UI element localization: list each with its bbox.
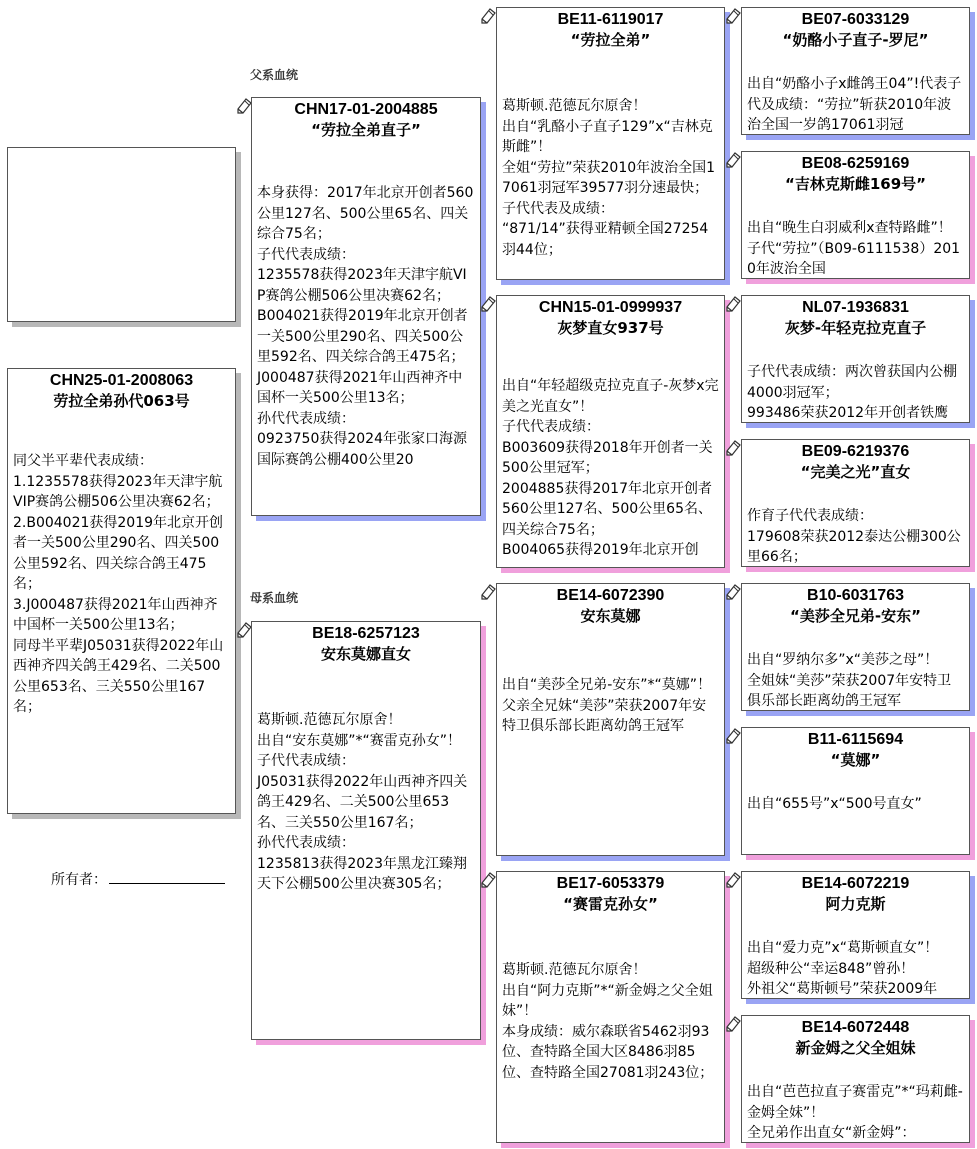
ss-desc: 葛斯顿.范德瓦尔原舍！ 出自“乳酪小子直子129”x“吉林克斯雌”！ 全姐“劳拉”荣获2010年波治全国17061羽冠军39577羽分速最快； 子代代表及成绩： “871/14”获得亚精顿全国27254羽44位； (502, 98, 716, 258)
dds-card[interactable] (741, 871, 970, 999)
dss-ring: B10-6031763 (807, 587, 904, 604)
ssd-name: “吉林克斯雌169号” (784, 175, 927, 193)
dds-desc: 出自“爱力克”x“葛斯顿直女”！ 超级种公“幸运848”曾孙！ 外祖父“葛斯顿号”荣获2009年 (747, 940, 939, 997)
dsd-name: “莫娜” (830, 751, 881, 769)
ss-name: “劳拉全弟” (570, 31, 651, 49)
ssd-card[interactable] (741, 151, 970, 279)
sds-ring: NL07-1936831 (802, 299, 909, 316)
paternal-lineage-label: 父系血统 (250, 68, 299, 82)
sds-edit-icon[interactable] (725, 295, 742, 312)
ss-edit-icon[interactable] (480, 7, 497, 24)
dd-edit-icon[interactable] (480, 871, 497, 888)
ssd-edit-icon[interactable] (725, 151, 742, 168)
dds-ring: BE14-6072219 (801, 875, 910, 892)
sss-edit-icon[interactable] (725, 7, 742, 24)
dss-card[interactable] (741, 583, 970, 711)
sire-card[interactable] (251, 97, 481, 516)
dd-ring: BE17-6053379 (556, 875, 665, 892)
subject-ring: CHN25-01-2008063 (49, 372, 194, 389)
ss-ring: BE11-6119017 (557, 11, 664, 28)
sdd-name: “完美之光”直女 (800, 463, 911, 481)
sss-name: “奶酪小子直子-罗尼” (782, 31, 929, 49)
ddd-name: 新金姆之父全姐妹 (795, 1039, 916, 1057)
owner-field[interactable] (51, 869, 225, 889)
sire-name: “劳拉全弟直子” (311, 121, 421, 139)
dss-edit-icon[interactable] (725, 583, 742, 600)
dam-card[interactable] (251, 621, 481, 1040)
dd-name: “赛雷克孙女” (563, 895, 658, 913)
sire-ring: CHN17-01-2004885 (294, 101, 438, 118)
dsd-card[interactable] (741, 727, 970, 855)
dsd-desc: 出自“655号”x“500号直女” (747, 796, 922, 812)
ds-edit-icon[interactable] (480, 583, 497, 600)
sd-edit-icon[interactable] (480, 295, 497, 312)
sire-desc: 本身获得：2017年北京开创者560公里127名、500公里65名、四关综合75名； 子代代表成绩： 1235578获得2023年天津宇航VIP赛鸽公棚506公里决赛62名； B004021获得2019年北京开创者一关500公里290名、四关500公里592名、四关综合鸽王475名； J000487获得2021年山西神齐中国杯一关500公里13名； 孙代代表成绩： 0923750获得2024年张家口海源国际赛鸽公棚400公里20 (257, 185, 474, 468)
sss-ring: BE07-6033129 (801, 11, 910, 28)
dss-desc: 出自“罗纳尔多”x“美莎之母”！ 全姐妹“美莎”荣获2007年安特卫俱乐部长距离幼鸽王冠军 (747, 652, 952, 709)
sds-card[interactable] (741, 295, 970, 423)
owner-label: 所有者： (51, 872, 107, 888)
ddd-card[interactable] (741, 1015, 970, 1143)
photo-placeholder[interactable] (7, 147, 236, 322)
dam-name: 安东莫娜直女 (320, 645, 411, 663)
ds-name: 安东莫娜 (580, 607, 641, 625)
dsd-edit-icon[interactable] (725, 727, 742, 744)
dam-ring: BE18-6257123 (312, 625, 420, 642)
dds-edit-icon[interactable] (725, 871, 742, 888)
sss-desc: 出自“奶酪小子x雌鸽王04”!代表子代及成绩：“劳拉”斩获2010年波治全国一岁鸽17061羽冠 (747, 76, 962, 133)
ddd-ring: BE14-6072448 (801, 1019, 910, 1036)
sd-name: 灰梦直女937号 (557, 319, 664, 337)
dams-sire-card[interactable] (496, 583, 725, 856)
ddd-edit-icon[interactable] (725, 1015, 742, 1032)
maternal-lineage-label: 母系血统 (250, 591, 299, 605)
dd-desc: 葛斯顿.范德瓦尔原舍！ 出自“阿力克斯”*“新金姆之父全姐妹”！ 本身成绩：威尔森联省5462羽93位、查特路全国大区8486羽85位、查特路全国27081羽243位； (502, 962, 714, 1081)
ssd-desc: 出自“晚生白羽威利x查特路雌”！子代“劳拉”（B09-6111538）2010年波治全国 (747, 220, 961, 277)
dams-dam-card[interactable] (496, 871, 725, 1143)
sires-dam-card[interactable] (496, 295, 725, 568)
sd-desc: 出自“年轻超级克拉克直子-灰梦x完美之光直女”！ 子代代表成绩： B003609获得2018年开创者一关500公里冠军； 2004885获得2017年北京开创者560公里127名、500公里65名、四关综合75名； B004065获得2019年北京开创 (502, 378, 719, 558)
ds-desc: 出自“美莎全兄弟-安东”*“莫娜”！ 父亲全兄妹“美莎”荣获2007年安特卫俱乐部长距离幼鸽王冠军 (502, 677, 712, 734)
sd-ring: CHN15-01-0999937 (538, 299, 683, 316)
sds-name: 灰梦-年轻克拉克直子 (784, 319, 927, 337)
dsd-ring: B11-6115694 (807, 731, 904, 748)
subject-name: 劳拉全弟孙代063号 (53, 392, 190, 410)
sds-desc: 子代代表成绩：两次曾获国内公棚4000羽冠军； 993486荣获2012年开创者铁鹰 (747, 364, 957, 421)
dss-name: “美莎全兄弟-安东” (790, 607, 921, 625)
owner-input-line[interactable] (109, 870, 225, 884)
ssd-ring: BE08-6259169 (801, 155, 910, 172)
sdd-ring: BE09-6219376 (801, 443, 910, 460)
dds-name: 阿力克斯 (825, 895, 886, 913)
sdd-desc: 作育子代代表成绩： 179608荣获2012泰达公棚300公里66名； (747, 508, 961, 565)
sires-sire-card[interactable] (496, 7, 725, 280)
ds-ring: BE14-6072390 (556, 587, 665, 604)
dam-desc: 葛斯顿.范德瓦尔原舍！ 出自“安东莫娜”*“赛雷克孙女”！ 子代代表成绩： J05031获得2022年山西神齐四关鸽王429名、二关500公里653名、三关550公里167名； 孙代代表成绩： 1235813获得2023年黑龙江臻翔天下公棚500公里决赛305名； (257, 712, 468, 892)
sdd-card[interactable] (741, 439, 970, 567)
subject-desc: 同父半平辈代表成绩： 1.1235578获得2023年天津宇航VIP赛鸽公棚506公里决赛62名； 2.B004021获得2019年北京开创者一关500公里290名、四关500公里592名、四关综合鸽王475名； 3.J000487获得2021年山西神齐中国杯一关500公里13名； 同母半平辈J05031获得2022年山西神齐四关鸽王429名、二关500公里653名、三关550公里167名； (13, 453, 224, 715)
subject-card[interactable] (7, 368, 236, 814)
ddd-desc: 出自“芭芭拉直子赛雷克”*“玛莉雌-金姆全妹”！ 全兄弟作出直女“新金姆”： (747, 1084, 963, 1141)
sdd-edit-icon[interactable] (725, 439, 742, 456)
sss-card[interactable] (741, 7, 970, 135)
